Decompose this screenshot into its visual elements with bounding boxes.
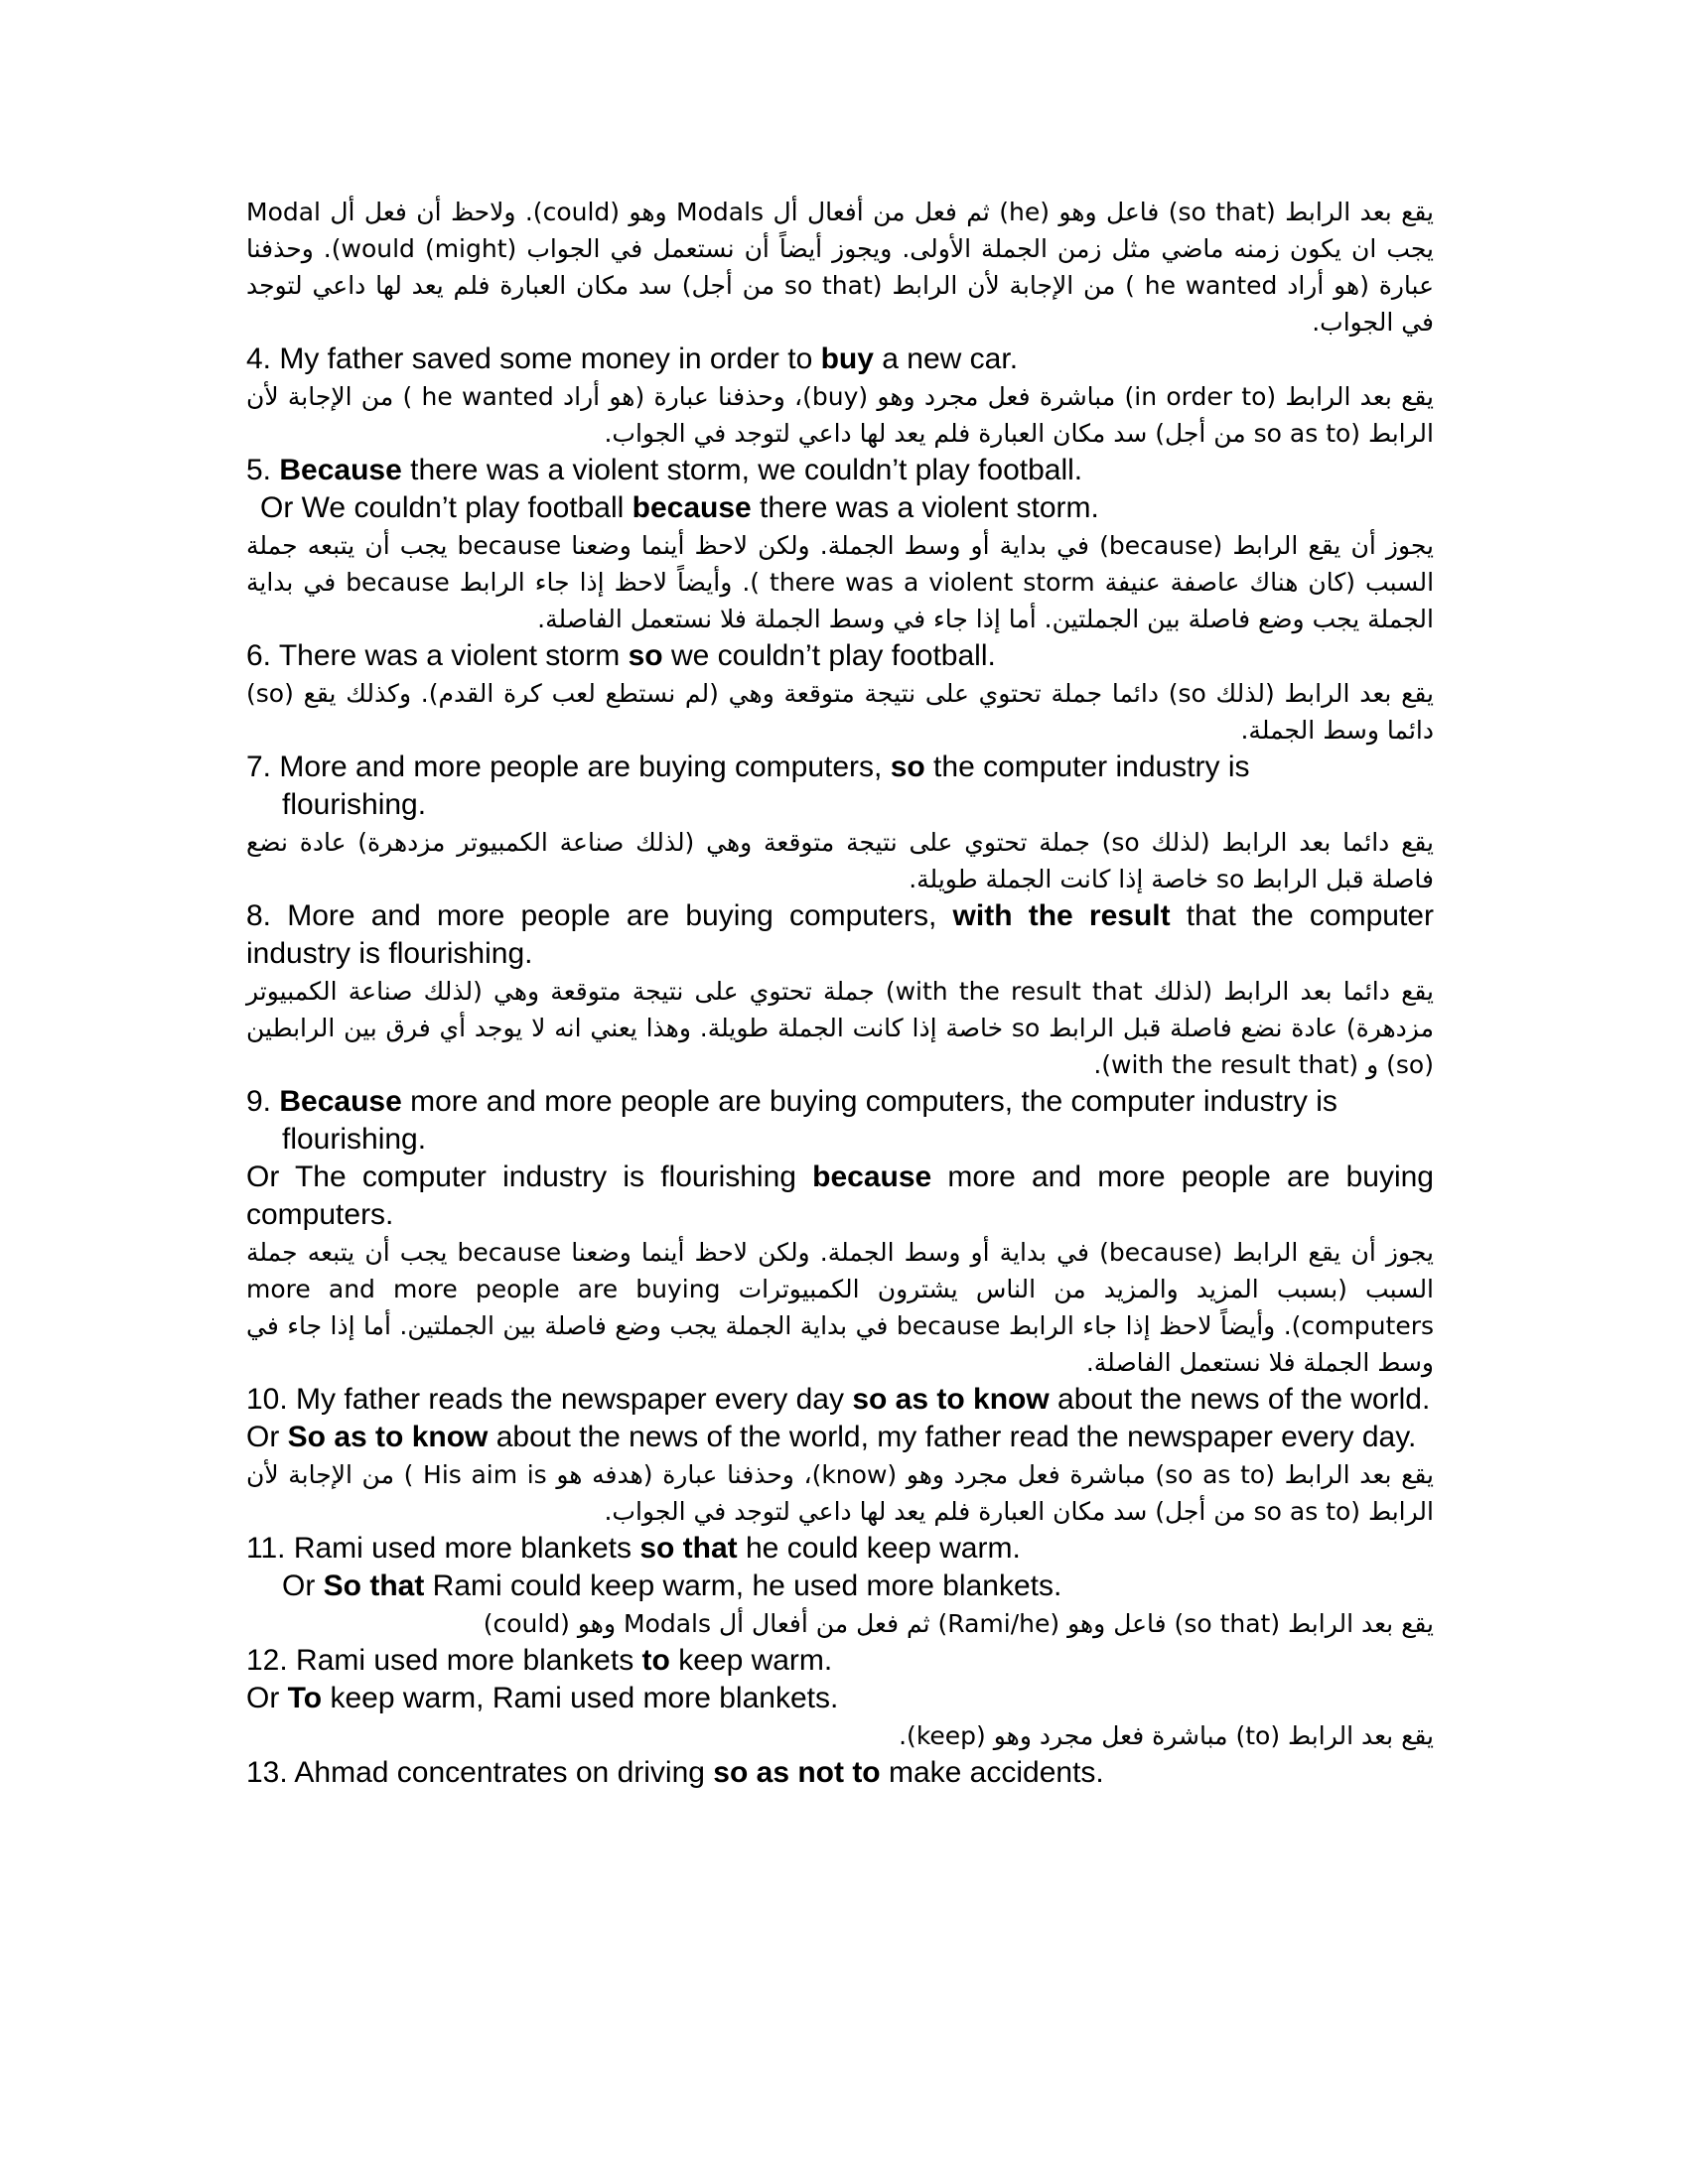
arabic-note-with-the-result: يقع دائما بعد الرابط (لذلك with the result that) جملة تحتوي على نتيجة متوقعة وهي (لذلك صناعة الكمبيوتر مزدهرة) عادة نضع فاصلة قبل الرابط so خاصة إذا كانت الجملة طويلة. وهذا يعني انه لا يوجد أي فرق بين الرابطين (so) و (with the result that). [246,977,1434,1079]
arabic-note-so-industry: يقع دائما بعد الرابط (لذلك so) جملة تحتوي على نتيجة متوقعة وهي (لذلك صناعة الكمبيوتر مزدهرة) عادة نضع فاصلة قبل الرابط so خاصة إذا كانت الجملة طويلة. [246,828,1434,893]
arabic-note-because-computers: يجوز أن يقع الرابط (because) في بداية أو وسط الجملة. ولكن لاحظ أينما وضعنا because يجب أن يتبعه جملة السبب (بسبب المزيد والمزيد من الناس يشترون الكمبيوترات more and more people are buying computers). وأيضاً لاحظ إذا جاء الرابط because في بداية الجملة يجب وضع فاصلة بين الجملتين. أما إذا جاء في وسط الجملة فلا نستعمل الفاصلة. [246,1238,1435,1377]
example-11-alternative: Or So that Rami could keep warm, he used more blankets. [282,1570,1062,1602]
arabic-note-in-order-to: يقع بعد الرابط (in order to) مباشرة فعل مجرد وهو (buy)، وحذفنا عبارة (هو أراد he wanted ) من الإجابة لأن الرابط (so as to من أجل) سد مكان العبارة فلم يعد لها داعي لتوجد في الجواب. [246,382,1435,448]
arabic-note-to-keep: يقع بعد الرابط (to) مباشرة فعل مجرد وهو (keep). [899,1721,1434,1750]
document-page [246,194,1434,1792]
example-10-alternative: Or So as to know about the news of the world, my father read the newspaper every day. [246,1421,1417,1453]
example-13: 13. Ahmad concentrates on driving so as not to make accidents. [246,1756,1104,1789]
example-5: 5. Because there was a violent storm, we couldn’t play football. [246,454,1083,486]
example-9-alternative: Or The computer industry is flourishing because more and more people are buying computers. [246,1160,1434,1231]
example-9-continuation: flourishing. [282,1123,427,1156]
example-7: 7. More and more people are buying computers, so the computer industry is [246,751,1250,783]
example-12: 12. Rami used more blankets to keep warm. [246,1644,833,1677]
example-11: 11. Rami used more blankets so that he could keep warm. [246,1532,1021,1565]
arabic-note-so-that-rami: يقع بعد الرابط (so that) فاعل وهو (Rami/he) ثم فعل من أفعال أل Modals وهو (could) [483,1609,1434,1638]
example-4: 4. My father saved some money in order to buy a new car. [246,342,1019,375]
example-8: 8. More and more people are buying computers, with the result that the computer industry is flourishing. [246,899,1434,970]
example-6: 6. There was a violent storm so we couldn’t play football. [246,639,996,672]
arabic-note-so-that-could: يقع بعد الرابط (so that) فاعل وهو (he) ثم فعل من أفعال أل Modals وهو (could). ولاحظ أن فعل أل Modal يجب ان يكون زمنه ماضي مثل زمن الجملة الأولى. ويجوز أيضاً أن نستعمل في الجواب (might) would). وحذفنا عبارة (هو أراد he wanted ) من الإجابة لأن الرابط (so that من أجل) سد مكان العبارة فلم يعد لها داعي لتوجد في الجواب. [246,198,1435,337]
arabic-note-so-as-to-know: يقع بعد الرابط (so as to) مباشرة فعل مجرد وهو (know)، وحذفنا عبارة (هدفه هو His aim is ) من الإجابة لأن الرابط (so as to من أجل) سد مكان العبارة فلم يعد لها داعي لتوجد في الجواب. [246,1460,1434,1526]
example-7-continuation: flourishing. [282,788,427,821]
arabic-note-because-storm: يجوز أن يقع الرابط (because) في بداية أو وسط الجملة. ولكن لاحظ أينما وضعنا because يجب أن يتبعه جملة السبب (كان هناك عاصفة عنيفة there was a violent storm ). وأيضاً لاحظ إذا جاء الرابط because في بداية الجملة يجب وضع فاصلة بين الجملتين. أما إذا جاء في وسط الجملة فلا نستعمل الفاصلة. [246,531,1435,633]
example-12-alternative: Or To keep warm, Rami used more blankets. [246,1682,839,1714]
example-5-alternative: Or We couldn’t play football because there was a violent storm. [260,491,1099,524]
arabic-note-so-result: يقع بعد الرابط (لذلك so) دائما جملة تحتوي على نتيجة متوقعة وهي (لم نستطع لعب كرة القدم). وكذلك يقع (so) دائما وسط الجملة. [246,679,1434,745]
example-9: 9. Because more and more people are buying computers, the computer industry is [246,1085,1337,1118]
example-10: 10. My father reads the newspaper every day so as to know about the news of the world. [246,1383,1431,1416]
